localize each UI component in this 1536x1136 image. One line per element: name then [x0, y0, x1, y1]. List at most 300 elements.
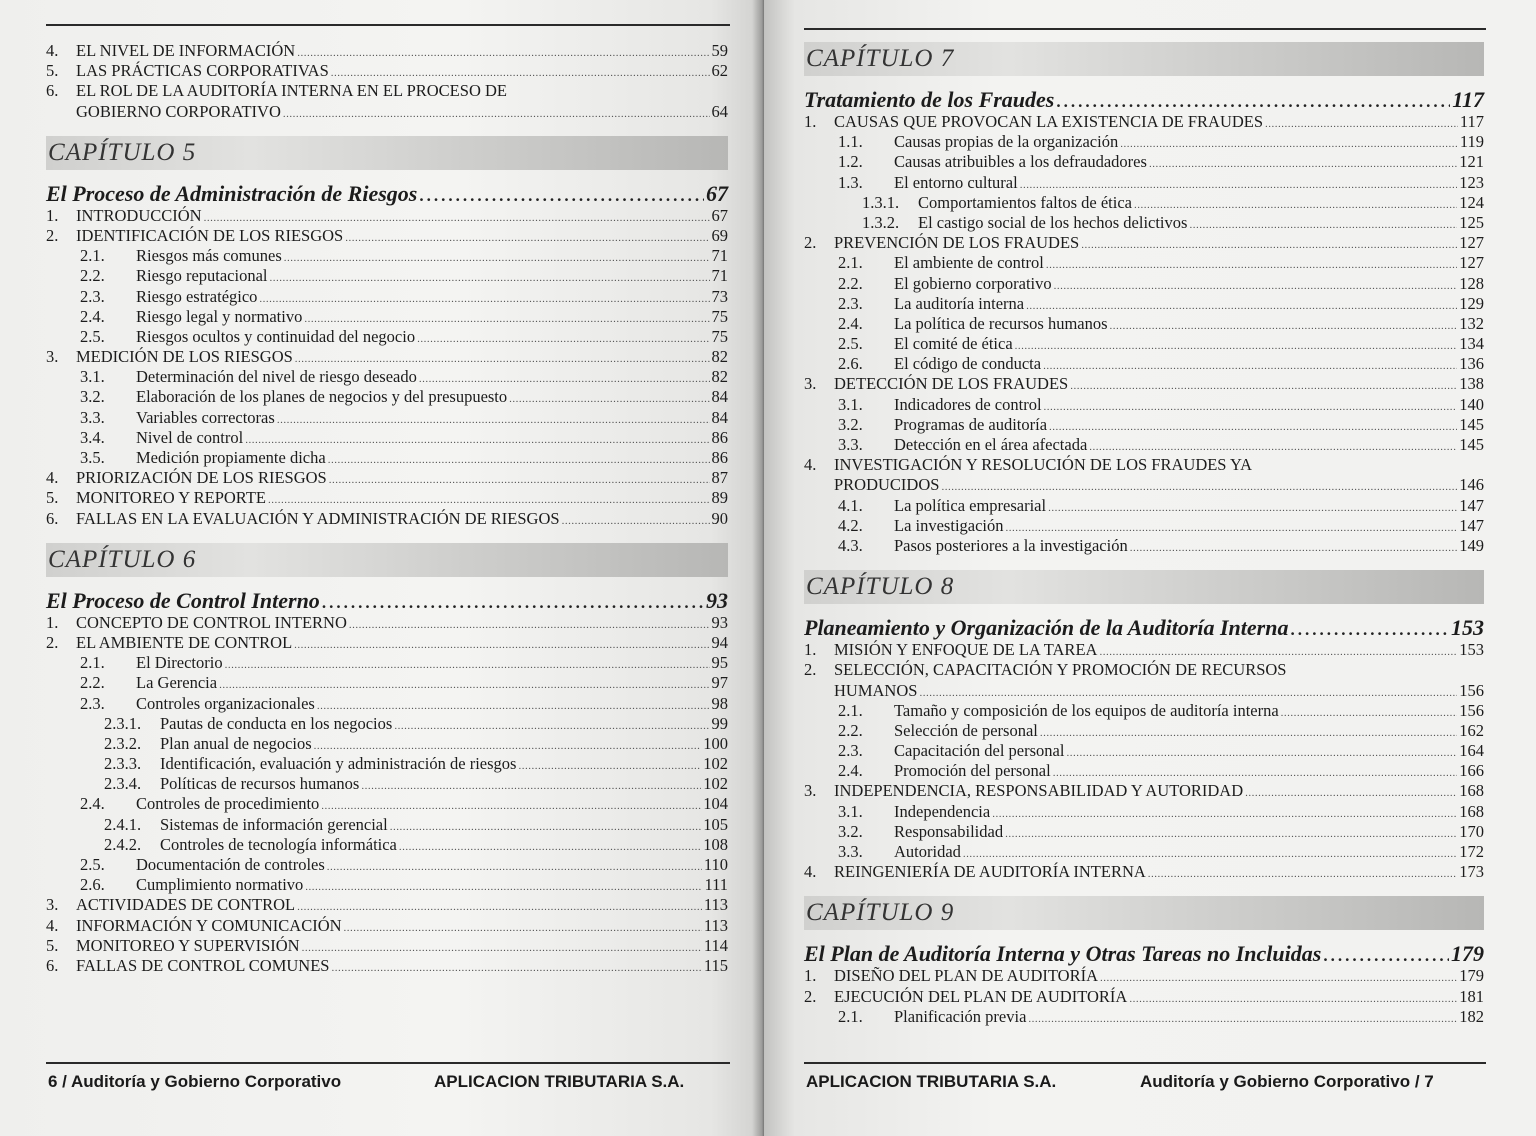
dot-leader	[331, 63, 710, 83]
entry-page: 119	[1459, 132, 1484, 152]
entry-page: 82	[711, 367, 728, 387]
left-toc	[46, 41, 728, 976]
bottom-rule	[804, 1062, 1486, 1064]
entry-page: 123	[1459, 172, 1484, 192]
entry-page: 182	[1459, 1006, 1484, 1026]
entry-number: 2.1.	[838, 253, 863, 273]
entry-page: 98	[711, 693, 728, 713]
dot-leader	[1129, 989, 1457, 1009]
entry-number: 4.1.	[838, 495, 863, 515]
entry-page: 147	[1459, 495, 1484, 515]
dot-leader	[225, 655, 710, 675]
entry-number: 2.4.1.	[104, 814, 142, 834]
dot-leader	[1043, 356, 1457, 376]
entry-page: 172	[1459, 842, 1484, 861]
entry-page: 90	[711, 508, 728, 528]
dot-leader	[270, 268, 710, 288]
toc-entry	[804, 987, 1484, 1007]
entry-number: 3.3.	[838, 435, 863, 454]
toc-entry	[804, 334, 1484, 354]
toc-entry	[46, 633, 728, 653]
dot-leader	[1005, 824, 1457, 844]
dot-leader	[1089, 437, 1457, 457]
entry-title: EJECUCIÓN DEL PLAN DE AUDITORÍA	[834, 986, 1128, 1006]
dot-leader	[1020, 175, 1458, 195]
chapter-label: CAPÍTULO 7	[806, 45, 955, 72]
entry-title: Independencia	[894, 801, 991, 821]
entry-title: PRIORIZACIÓN DE LOS RIESGOS	[76, 468, 327, 488]
dot-leader	[204, 208, 710, 228]
toc-entry	[804, 274, 1484, 294]
entry-page: 84	[711, 407, 728, 427]
dot-leader	[1026, 296, 1457, 316]
chapter-page: 179	[1451, 941, 1484, 967]
toc-entry	[804, 152, 1484, 172]
toc-entry	[46, 855, 728, 875]
entry-title: Causas atribuibles a los defraudadores	[894, 152, 1147, 172]
dot-leader	[1028, 1009, 1457, 1029]
entry-page: 86	[711, 427, 728, 447]
toc-entry	[804, 721, 1484, 741]
dot-leader	[322, 591, 704, 615]
toc-entry	[46, 815, 728, 835]
entry-number: 3.	[804, 374, 817, 394]
entry-number: 3.4.	[80, 427, 105, 447]
entry-page: 64	[711, 101, 728, 121]
dot-leader	[1100, 968, 1457, 988]
entry-title: DISEÑO DEL PLAN DE AUDITORÍA	[834, 966, 1098, 986]
entry-title: Promoción del personal	[894, 761, 1051, 781]
entry-number: 2.3.	[80, 286, 105, 306]
entry-number: 2.4.	[80, 306, 105, 326]
chapter-title	[804, 616, 1484, 640]
toc-entry	[804, 822, 1484, 842]
dot-leader	[509, 389, 709, 409]
entry-number: 2.2.	[80, 673, 105, 693]
entry-page: 124	[1459, 192, 1484, 212]
chapter-label: CAPÍTULO 8	[806, 573, 955, 601]
dot-leader	[345, 228, 709, 248]
entry-number: 5.	[46, 61, 59, 81]
chapter-label: CAPÍTULO 6	[48, 545, 197, 573]
chapter-page: 117	[1452, 87, 1484, 112]
entry-page: 105	[703, 814, 728, 834]
entry-page: 69	[711, 225, 728, 245]
entry-title: Riesgo legal y normativo	[136, 306, 303, 326]
toc-entry	[46, 102, 728, 122]
entry-title: INTRODUCCIÓN	[76, 205, 202, 225]
entry-number: 2.3.1.	[104, 713, 142, 733]
entry-number: 2.3.	[80, 693, 105, 713]
toc-entry	[804, 475, 1484, 495]
dot-leader	[294, 635, 709, 655]
entry-page: 111	[704, 875, 728, 895]
entry-page: 59	[711, 41, 728, 60]
entry-number: 2.6.	[80, 875, 105, 895]
entry-number: 1.1.	[838, 132, 863, 152]
chapter-title-text: El Proceso de Control Interno	[46, 587, 320, 613]
entry-number: 4.	[46, 468, 59, 488]
entry-number: 6.	[46, 955, 59, 975]
entry-number: 2.	[46, 225, 59, 245]
toc-entry	[46, 206, 728, 226]
entry-number: 5.	[46, 488, 59, 508]
entry-page: 113	[703, 915, 728, 935]
entry-title: HUMANOS	[834, 680, 918, 700]
toc-entry	[46, 347, 728, 367]
entry-title: CONCEPTO DE CONTROL INTERNO	[76, 612, 347, 632]
entry-title: Autoridad	[894, 842, 961, 861]
dot-leader	[941, 477, 1457, 497]
entry-page: 125	[1459, 212, 1484, 232]
entry-title: Tamaño y composición de los equipos de auditoría interna	[894, 700, 1279, 720]
entry-number: 3.2.	[838, 414, 863, 434]
dot-leader	[314, 736, 702, 756]
entry-page: 156	[1459, 680, 1484, 700]
entry-title: Riesgo estratégico	[136, 286, 258, 306]
dot-leader	[361, 776, 701, 796]
entry-page: 138	[1459, 374, 1484, 394]
chapter-title-text: El Proceso de Administración de Riesgos	[46, 180, 418, 206]
dot-leader	[1070, 376, 1457, 396]
entry-number: 2.3.	[838, 741, 863, 761]
toc-entry	[46, 754, 728, 774]
chapter-band	[804, 896, 1484, 930]
toc-entry	[804, 781, 1484, 801]
dot-leader	[1130, 538, 1458, 558]
entry-page: 82	[711, 347, 728, 367]
entry-title: FALLAS EN LA EVALUACIÓN Y ADMINISTRACIÓN DE RIESGOS	[76, 508, 560, 528]
entry-title: EL NIVEL DE INFORMACIÓN	[76, 41, 296, 60]
dot-leader	[417, 329, 709, 349]
toc-entry	[46, 488, 728, 508]
chapter-band	[46, 543, 728, 577]
chapter-title-text: Planeamiento y Organización de la Auditoría Interna	[804, 615, 1289, 641]
chapter-label: CAPÍTULO 9	[806, 899, 955, 927]
entry-page: 132	[1459, 313, 1484, 333]
entry-number: 2.	[804, 660, 817, 680]
entry-number: 2.3.2.	[104, 733, 142, 753]
toc-entry	[46, 41, 728, 61]
entry-title: El ambiente de control	[894, 253, 1044, 273]
dot-leader	[344, 918, 702, 938]
toc-entry	[804, 294, 1484, 314]
dot-leader	[1245, 783, 1457, 803]
entry-title: MISIÓN Y ENFOQUE DE LA TAREA	[834, 640, 1098, 660]
footer-right: Auditoría y Gobierno Corporativo / 7	[1140, 1072, 1434, 1091]
entry-title: EL AMBIENTE DE CONTROL	[76, 632, 293, 652]
entry-title: IDENTIFICACIÓN DE LOS RIESGOS	[76, 225, 344, 245]
toc-entry	[804, 354, 1484, 374]
entry-page: 153	[1459, 640, 1484, 660]
toc-entry	[804, 681, 1484, 701]
entry-title: Variables correctoras	[136, 407, 275, 427]
dot-leader	[304, 309, 709, 329]
dot-leader	[277, 410, 710, 430]
entry-title: Causas propias de la organización	[894, 132, 1119, 152]
dot-leader	[1053, 763, 1458, 783]
entry-page: 128	[1459, 273, 1484, 293]
toc-entry	[804, 1007, 1484, 1027]
entry-page: 166	[1459, 761, 1484, 781]
toc-entry	[46, 774, 728, 794]
toc-entry	[46, 81, 728, 101]
toc-entry	[46, 956, 728, 976]
dot-leader	[1015, 336, 1458, 356]
entry-title: MONITOREO Y REPORTE	[76, 488, 266, 508]
entry-page: 127	[1459, 253, 1484, 273]
entry-page: 100	[703, 733, 728, 753]
entry-number: 1.3.1.	[862, 192, 900, 212]
entry-title: La política empresarial	[894, 495, 1047, 515]
dot-leader	[1054, 276, 1458, 296]
entry-title: El código de conducta	[894, 354, 1042, 374]
entry-title: PRODUCIDOS	[834, 475, 940, 495]
toc-entry	[804, 701, 1484, 721]
toc-entry	[46, 916, 728, 936]
toc-entry	[46, 714, 728, 734]
entry-page: 93	[711, 612, 728, 632]
dot-leader	[283, 104, 710, 124]
dot-leader	[1323, 944, 1449, 968]
chapter-label: CAPÍTULO 5	[48, 138, 197, 166]
dot-leader	[295, 349, 710, 369]
entry-number: 3.1.	[838, 801, 863, 821]
dot-leader	[1134, 195, 1457, 215]
toc-entry	[46, 694, 728, 714]
entry-title: La investigación	[894, 515, 1004, 535]
top-rule	[46, 24, 730, 26]
entry-number: 4.	[804, 862, 817, 882]
toc-entry	[46, 875, 728, 895]
toc-entry	[46, 61, 728, 81]
entry-page: 149	[1459, 535, 1484, 555]
entry-title: Capacitación del personal	[894, 741, 1065, 761]
entry-page: 104	[703, 794, 728, 814]
entry-page: 87	[711, 468, 728, 488]
dot-leader	[1110, 316, 1458, 336]
dot-leader	[1044, 397, 1458, 417]
dot-leader	[297, 897, 702, 917]
chapter-band	[804, 570, 1484, 604]
dot-leader	[1081, 235, 1457, 255]
chapter-title	[46, 182, 728, 206]
chapter-band	[804, 42, 1484, 76]
dot-leader	[284, 248, 710, 268]
toc-entry	[46, 428, 728, 448]
dot-leader	[390, 817, 702, 837]
dot-leader	[349, 615, 710, 635]
entry-title: El entorno cultural	[894, 172, 1018, 192]
entry-number: 2.5.	[80, 326, 105, 346]
entry-page: 99	[711, 713, 728, 733]
toc-entry	[804, 193, 1484, 213]
toc-entry	[46, 835, 728, 855]
entry-number: 1.	[804, 640, 817, 660]
entry-number: 3.	[804, 781, 817, 801]
right-toc	[804, 42, 1484, 1027]
dot-leader	[245, 430, 709, 450]
toc-entry	[46, 327, 728, 347]
toc-entry	[804, 213, 1484, 233]
entry-page: 168	[1459, 801, 1484, 821]
dot-leader	[1148, 864, 1457, 884]
entry-title: El Directorio	[136, 653, 223, 673]
toc-entry	[804, 516, 1484, 536]
dot-leader	[268, 490, 710, 510]
entry-number: 1.3.2.	[862, 212, 900, 232]
entry-number: 2.	[46, 632, 59, 652]
toc-entry	[46, 613, 728, 633]
entry-title: Pautas de conducta en los negocios	[160, 713, 393, 733]
entry-title: El comité de ética	[894, 334, 1013, 354]
entry-title: Controles organizacionales	[136, 693, 315, 713]
entry-title: FALLAS DE CONTROL COMUNES	[76, 955, 330, 975]
entry-number: 2.	[804, 986, 817, 1006]
toc-entry	[46, 468, 728, 488]
toc-entry	[46, 307, 728, 327]
entry-page: 164	[1459, 741, 1484, 761]
dot-leader	[321, 796, 701, 816]
entry-number: 3.1.	[80, 367, 105, 387]
entry-title: Pasos posteriores a la investigación	[894, 535, 1128, 555]
entry-page: 95	[711, 653, 728, 673]
entry-title: Selección de personal	[894, 720, 1038, 740]
toc-entry	[804, 496, 1484, 516]
entry-title: El castigo social de los hechos delictivos	[918, 212, 1188, 232]
entry-number: 4.	[804, 455, 817, 475]
dot-leader	[327, 857, 702, 877]
toc-entry	[804, 233, 1484, 253]
entry-title: Identificación, evaluación y administración de riesgos	[160, 754, 517, 774]
entry-number: 1.	[804, 966, 817, 986]
toc-entry	[46, 794, 728, 814]
toc-entry	[46, 408, 728, 428]
toc-entry	[804, 761, 1484, 781]
entry-page: 62	[711, 61, 728, 81]
entry-page: 71	[711, 246, 728, 266]
entry-number: 2.3.3.	[104, 754, 142, 774]
toc-entry	[804, 640, 1484, 660]
entry-number: 2.2.	[838, 720, 863, 740]
toc-entry	[46, 246, 728, 266]
toc-entry	[46, 895, 728, 915]
toc-entry	[804, 253, 1484, 273]
toc-entry	[804, 395, 1484, 415]
top-rule	[804, 28, 1486, 30]
chapter-title	[804, 942, 1484, 966]
dot-leader	[1149, 154, 1457, 174]
entry-page: 94	[711, 632, 728, 652]
toc-entry	[804, 435, 1484, 455]
toc-entry	[46, 387, 728, 407]
entry-title: La auditoría interna	[894, 293, 1025, 313]
chapter-title-text: Tratamiento de los Fraudes	[804, 87, 1055, 112]
entry-page: 115	[703, 955, 728, 975]
entry-page: 127	[1459, 233, 1484, 253]
entry-title: Nivel de control	[136, 427, 244, 447]
entry-number: 3.3.	[838, 842, 863, 861]
entry-title: SELECCIÓN, CAPACITACIÓN Y PROMOCIÓN DE RECURSOS	[834, 660, 1287, 680]
toc-entry	[46, 448, 728, 468]
entry-title: INDEPENDENCIA, RESPONSABILIDAD Y AUTORIDAD	[834, 781, 1244, 801]
footer-left: 6 / Auditoría y Gobierno Corporativo	[48, 1072, 342, 1091]
dot-leader	[1281, 703, 1458, 723]
entry-title: Políticas de recursos humanos	[160, 774, 360, 794]
entry-title: DETECCIÓN DE LOS FRAUDES	[834, 374, 1069, 394]
dot-leader	[1048, 498, 1457, 518]
entry-title: Programas de auditoría	[894, 414, 1048, 434]
toc-entry	[804, 415, 1484, 435]
entry-page: 73	[711, 286, 728, 306]
dot-leader	[1006, 518, 1458, 538]
entry-number: 1.	[46, 205, 59, 225]
toc-entry	[804, 842, 1484, 862]
toc-entry	[804, 314, 1484, 334]
toc-entry	[46, 287, 728, 307]
entry-title: Responsabilidad	[894, 821, 1004, 841]
entry-number: 2.4.	[80, 794, 105, 814]
toc-entry	[46, 367, 728, 387]
toc-entry	[804, 741, 1484, 761]
entry-number: 2.6.	[838, 354, 863, 374]
toc-entry	[804, 660, 1484, 680]
entry-title: Detección en el área afectada	[894, 435, 1088, 454]
entry-page: 86	[711, 448, 728, 467]
toc-entry	[46, 509, 728, 529]
entry-title: La Gerencia	[136, 673, 218, 693]
dot-leader	[419, 184, 704, 208]
entry-number: 2.4.	[838, 313, 863, 333]
entry-title: Riesgo reputacional	[136, 266, 268, 286]
toc-entry	[46, 226, 728, 246]
entry-page: 108	[703, 834, 728, 854]
entry-page: 110	[703, 855, 728, 874]
toc-entry	[804, 862, 1484, 882]
entry-page: 134	[1459, 334, 1484, 354]
dot-leader	[1099, 642, 1457, 662]
dot-leader	[1066, 743, 1457, 763]
chapter-title-text: El Plan de Auditoría Interna y Otras Tareas no Incluidas	[804, 941, 1322, 967]
entry-number: 1.	[804, 112, 817, 131]
entry-page: 97	[711, 673, 728, 693]
chapter-page: 153	[1451, 615, 1484, 641]
entry-title: INFORMACIÓN Y COMUNICACIÓN	[76, 915, 342, 935]
toc-entry	[46, 653, 728, 673]
entry-title: Indicadores de control	[894, 394, 1042, 414]
entry-number: 2.1.	[80, 653, 105, 673]
entry-number: 3.2.	[838, 821, 863, 841]
entry-title: Determinación del nivel de riesgo deseado	[136, 367, 417, 387]
entry-number: 2.2.	[838, 273, 863, 293]
dot-leader	[1265, 114, 1458, 134]
entry-page: 145	[1459, 435, 1484, 454]
entry-page: 156	[1459, 700, 1484, 720]
entry-number: 2.3.	[838, 293, 863, 313]
entry-number: 3.1.	[838, 394, 863, 414]
entry-title: Medición propiamente dicha	[136, 448, 326, 467]
entry-number: 4.2.	[838, 515, 863, 535]
dot-leader	[963, 844, 1457, 864]
entry-number: 1.	[46, 612, 59, 632]
entry-number: 2.2.	[80, 266, 105, 286]
entry-title: CAUSAS QUE PROVOCAN LA EXISTENCIA DE FRAUDES	[834, 112, 1264, 131]
toc-entry	[804, 536, 1484, 556]
dot-leader	[259, 289, 709, 309]
toc-entry	[804, 112, 1484, 132]
toc-entry	[804, 173, 1484, 193]
toc-entry	[804, 132, 1484, 152]
